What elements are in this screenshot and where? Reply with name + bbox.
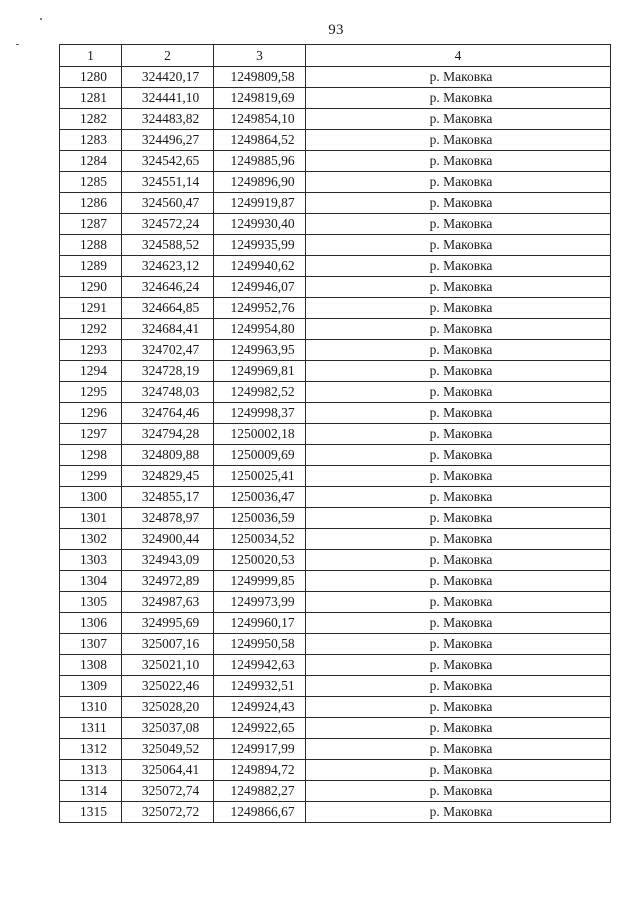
table-row [60,193,611,214]
object-name-cell: р. Маковка [306,634,611,655]
x-coordinate-cell: 324646,24 [122,277,214,298]
table-header [60,45,611,67]
point-number-cell: 1299 [60,466,122,487]
point-number-cell: 1284 [60,151,122,172]
scan-speck [40,18,42,20]
table-row [60,319,611,340]
table-row [60,382,611,403]
object-name-cell: р. Маковка [306,88,611,109]
header-cell-4: 4 [306,45,611,67]
point-number-cell: 1300 [60,487,122,508]
point-number-cell: 1287 [60,214,122,235]
x-coordinate-cell: 324560,47 [122,193,214,214]
table-row [60,760,611,781]
y-coordinate-cell: 1249960,17 [214,613,306,634]
object-name-cell: р. Маковка [306,403,611,424]
point-number-cell: 1315 [60,802,122,823]
point-number-cell: 1288 [60,235,122,256]
point-number-cell: 1296 [60,403,122,424]
y-coordinate-cell: 1249973,99 [214,592,306,613]
point-number-cell: 1282 [60,109,122,130]
point-number-cell: 1290 [60,277,122,298]
table-row [60,340,611,361]
x-coordinate-cell: 325037,08 [122,718,214,739]
y-coordinate-cell: 1250036,47 [214,487,306,508]
object-name-cell: р. Маковка [306,256,611,277]
table-row [60,361,611,382]
y-coordinate-cell: 1249999,85 [214,571,306,592]
table-row [60,739,611,760]
object-name-cell: р. Маковка [306,298,611,319]
table-row [60,445,611,466]
table-row [60,571,611,592]
y-coordinate-cell: 1249998,37 [214,403,306,424]
object-name-cell: р. Маковка [306,718,611,739]
point-number-cell: 1314 [60,781,122,802]
y-coordinate-cell: 1250036,59 [214,508,306,529]
x-coordinate-cell: 325022,46 [122,676,214,697]
x-coordinate-cell: 324855,17 [122,487,214,508]
y-coordinate-cell: 1249924,43 [214,697,306,718]
x-coordinate-cell: 324794,28 [122,424,214,445]
table-row [60,487,611,508]
x-coordinate-cell: 325064,41 [122,760,214,781]
x-coordinate-cell: 324972,89 [122,571,214,592]
table-row [60,550,611,571]
table-row [60,277,611,298]
object-name-cell: р. Маковка [306,508,611,529]
point-number-cell: 1293 [60,340,122,361]
table-row [60,802,611,823]
x-coordinate-cell: 324943,09 [122,550,214,571]
x-coordinate-cell: 324878,97 [122,508,214,529]
table-row [60,529,611,550]
coordinates-table [59,44,611,823]
table-body [60,67,611,823]
y-coordinate-cell: 1249882,27 [214,781,306,802]
y-coordinate-cell: 1249896,90 [214,172,306,193]
x-coordinate-cell: 324542,65 [122,151,214,172]
y-coordinate-cell: 1249917,99 [214,739,306,760]
object-name-cell: р. Маковка [306,613,611,634]
object-name-cell: р. Маковка [306,340,611,361]
x-coordinate-cell: 324900,44 [122,529,214,550]
y-coordinate-cell: 1249935,99 [214,235,306,256]
point-number-cell: 1298 [60,445,122,466]
y-coordinate-cell: 1249864,52 [214,130,306,151]
object-name-cell: р. Маковка [306,739,611,760]
y-coordinate-cell: 1250002,18 [214,424,306,445]
object-name-cell: р. Маковка [306,235,611,256]
point-number-cell: 1289 [60,256,122,277]
y-coordinate-cell: 1249809,58 [214,67,306,88]
x-coordinate-cell: 324623,12 [122,256,214,277]
object-name-cell: р. Маковка [306,151,611,172]
point-number-cell: 1283 [60,130,122,151]
x-coordinate-cell: 324496,27 [122,130,214,151]
object-name-cell: р. Маковка [306,172,611,193]
x-coordinate-cell: 324420,17 [122,67,214,88]
x-coordinate-cell: 324728,19 [122,361,214,382]
table-row [60,172,611,193]
point-number-cell: 1291 [60,298,122,319]
table-row [60,613,611,634]
x-coordinate-cell: 324829,45 [122,466,214,487]
point-number-cell: 1286 [60,193,122,214]
x-coordinate-cell: 325007,16 [122,634,214,655]
y-coordinate-cell: 1249885,96 [214,151,306,172]
object-name-cell: р. Маковка [306,550,611,571]
x-coordinate-cell: 325072,72 [122,802,214,823]
object-name-cell: р. Маковка [306,571,611,592]
y-coordinate-cell: 1249854,10 [214,109,306,130]
point-number-cell: 1294 [60,361,122,382]
point-number-cell: 1303 [60,550,122,571]
table-row [60,151,611,172]
point-number-cell: 1310 [60,697,122,718]
table-row [60,781,611,802]
x-coordinate-cell: 324702,47 [122,340,214,361]
point-number-cell: 1308 [60,655,122,676]
table-row [60,592,611,613]
page-number: 93 [328,22,344,38]
table-row [60,235,611,256]
point-number-cell: 1304 [60,571,122,592]
table-row [60,88,611,109]
object-name-cell: р. Маковка [306,130,611,151]
point-number-cell: 1302 [60,529,122,550]
x-coordinate-cell: 324551,14 [122,172,214,193]
object-name-cell: р. Маковка [306,214,611,235]
object-name-cell: р. Маковка [306,697,611,718]
object-name-cell: р. Маковка [306,361,611,382]
y-coordinate-cell: 1249940,62 [214,256,306,277]
object-name-cell: р. Маковка [306,655,611,676]
object-name-cell: р. Маковка [306,802,611,823]
object-name-cell: р. Маковка [306,424,611,445]
point-number-cell: 1306 [60,613,122,634]
table-row [60,67,611,88]
table-row [60,634,611,655]
table-row [60,508,611,529]
header-row [60,45,611,67]
y-coordinate-cell: 1250034,52 [214,529,306,550]
point-number-cell: 1285 [60,172,122,193]
point-number-cell: 1295 [60,382,122,403]
x-coordinate-cell: 324764,46 [122,403,214,424]
table-row [60,676,611,697]
y-coordinate-cell: 1249982,52 [214,382,306,403]
point-number-cell: 1312 [60,739,122,760]
y-coordinate-cell: 1249954,80 [214,319,306,340]
x-coordinate-cell: 325049,52 [122,739,214,760]
x-coordinate-cell: 324748,03 [122,382,214,403]
table-row [60,466,611,487]
table-row [60,298,611,319]
point-number-cell: 1305 [60,592,122,613]
point-number-cell: 1301 [60,508,122,529]
table-row [60,718,611,739]
y-coordinate-cell: 1250025,41 [214,466,306,487]
y-coordinate-cell: 1249963,95 [214,340,306,361]
y-coordinate-cell: 1249894,72 [214,760,306,781]
object-name-cell: р. Маковка [306,67,611,88]
object-name-cell: р. Маковка [306,109,611,130]
x-coordinate-cell: 324684,41 [122,319,214,340]
table-row [60,697,611,718]
object-name-cell: р. Маковка [306,781,611,802]
scan-speck [16,44,19,45]
y-coordinate-cell: 1249819,69 [214,88,306,109]
point-number-cell: 1311 [60,718,122,739]
y-coordinate-cell: 1250020,53 [214,550,306,571]
object-name-cell: р. Маковка [306,592,611,613]
x-coordinate-cell: 324441,10 [122,88,214,109]
point-number-cell: 1309 [60,676,122,697]
y-coordinate-cell: 1249919,87 [214,193,306,214]
point-number-cell: 1313 [60,760,122,781]
object-name-cell: р. Маковка [306,193,611,214]
x-coordinate-cell: 324483,82 [122,109,214,130]
y-coordinate-cell: 1249969,81 [214,361,306,382]
x-coordinate-cell: 324588,52 [122,235,214,256]
table-row [60,403,611,424]
y-coordinate-cell: 1249942,63 [214,655,306,676]
object-name-cell: р. Маковка [306,319,611,340]
x-coordinate-cell: 324987,63 [122,592,214,613]
header-cell-1: 1 [60,45,122,67]
table-row [60,256,611,277]
x-coordinate-cell: 324809,88 [122,445,214,466]
x-coordinate-cell: 325072,74 [122,781,214,802]
y-coordinate-cell: 1249932,51 [214,676,306,697]
x-coordinate-cell: 324572,24 [122,214,214,235]
object-name-cell: р. Маковка [306,445,611,466]
x-coordinate-cell: 324995,69 [122,613,214,634]
object-name-cell: р. Маковка [306,529,611,550]
table-row [60,214,611,235]
point-number-cell: 1280 [60,67,122,88]
object-name-cell: р. Маковка [306,382,611,403]
table-row [60,424,611,445]
point-number-cell: 1307 [60,634,122,655]
y-coordinate-cell: 1249952,76 [214,298,306,319]
object-name-cell: р. Маковка [306,760,611,781]
object-name-cell: р. Маковка [306,487,611,508]
y-coordinate-cell: 1249930,40 [214,214,306,235]
table-row [60,130,611,151]
y-coordinate-cell: 1249922,65 [214,718,306,739]
header-cell-3: 3 [214,45,306,67]
point-number-cell: 1297 [60,424,122,445]
point-number-cell: 1281 [60,88,122,109]
x-coordinate-cell: 324664,85 [122,298,214,319]
x-coordinate-cell: 325021,10 [122,655,214,676]
y-coordinate-cell: 1249866,67 [214,802,306,823]
table-row [60,109,611,130]
object-name-cell: р. Маковка [306,676,611,697]
y-coordinate-cell: 1249946,07 [214,277,306,298]
object-name-cell: р. Маковка [306,466,611,487]
y-coordinate-cell: 1250009,69 [214,445,306,466]
header-cell-2: 2 [122,45,214,67]
table-row [60,655,611,676]
object-name-cell: р. Маковка [306,277,611,298]
x-coordinate-cell: 325028,20 [122,697,214,718]
point-number-cell: 1292 [60,319,122,340]
y-coordinate-cell: 1249950,58 [214,634,306,655]
